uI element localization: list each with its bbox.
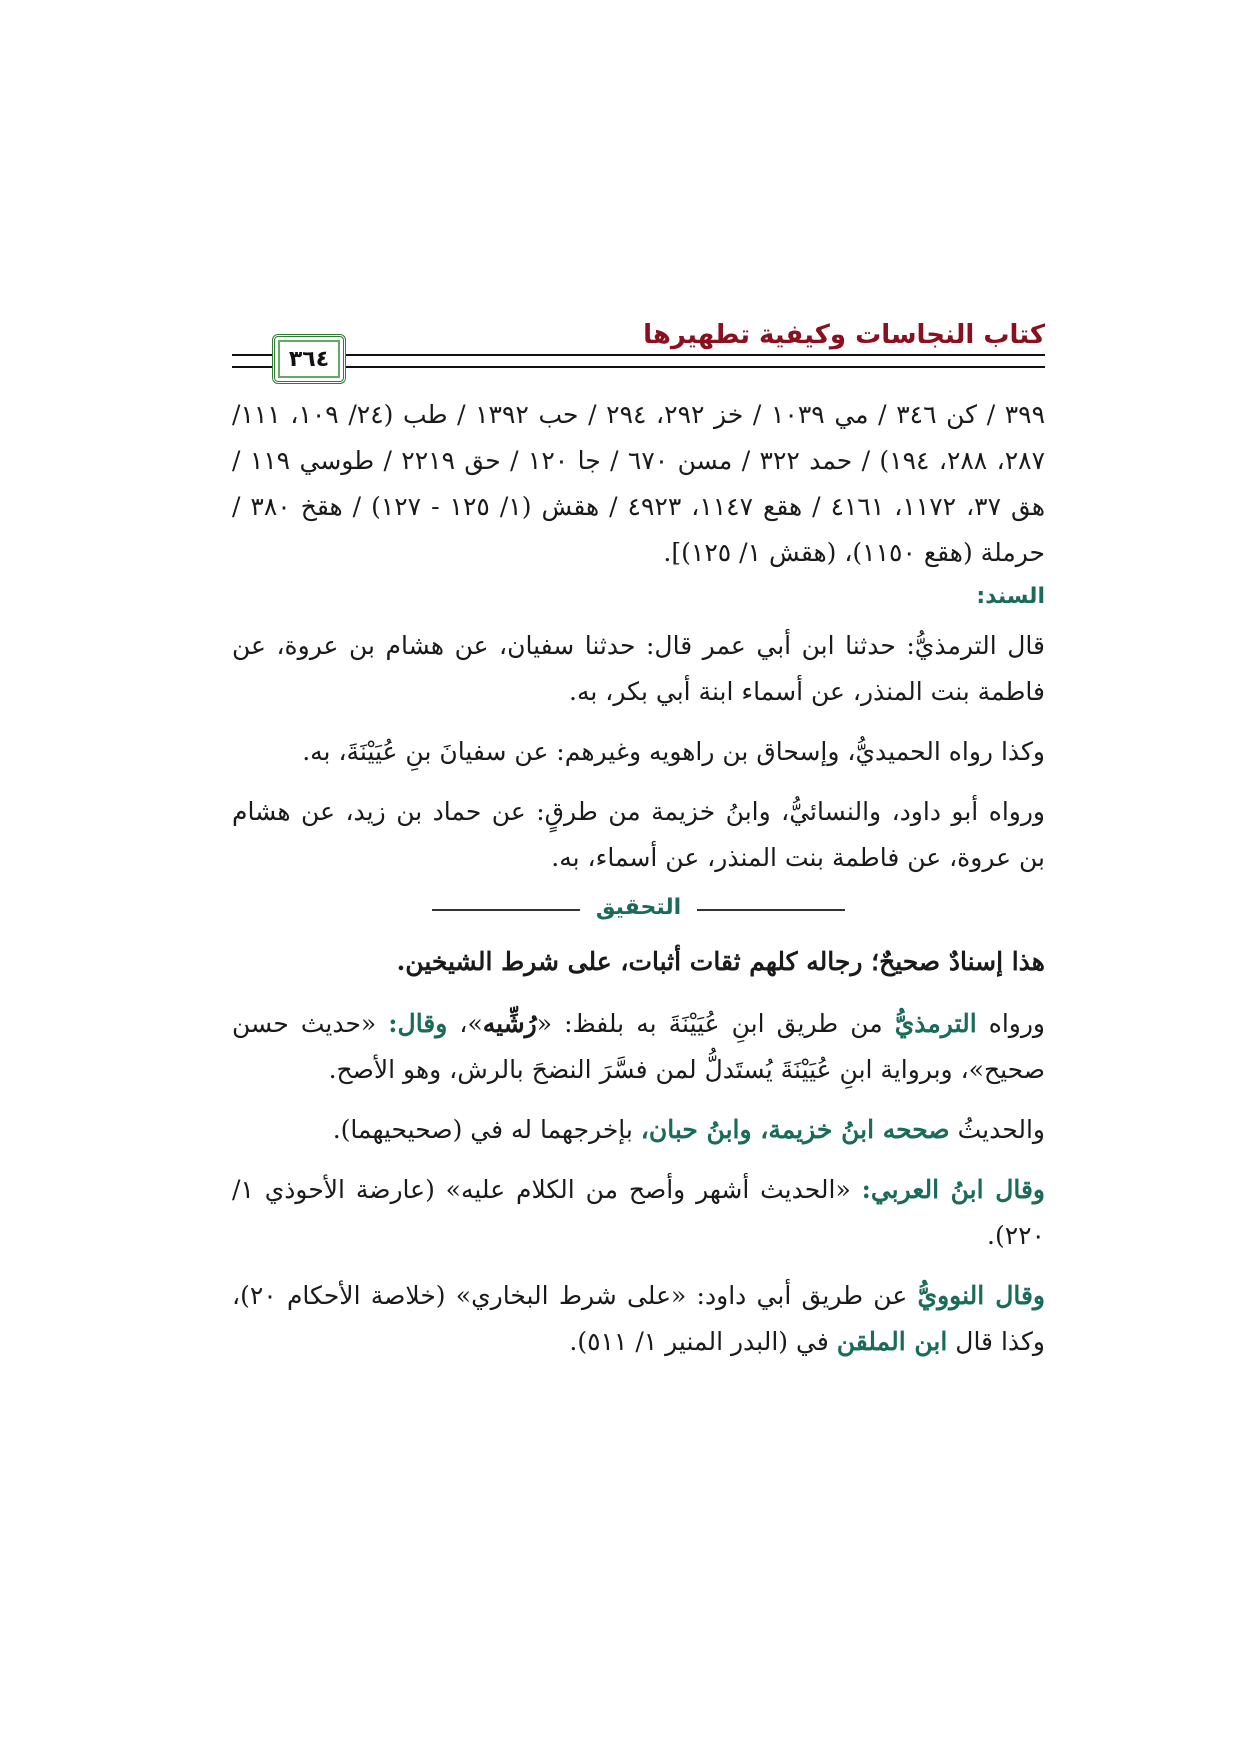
text: عن طريق أبي داود: «على شرط البخاري» (خلاصة الأحكام ٢٠)، وكذا قال (232, 1281, 1045, 1356)
header-rule (232, 354, 1045, 368)
sanad-paragraph-3: ورواه أبو داود، والنسائيُّ، وابنُ خزيمة من طرقٍ: عن حماد بن زيد، عن هشام بن عروة، عن فاطمة بنت المنذر، عن أسماء، به. (232, 797, 1045, 872)
verdict-line: هذا إسنادٌ صحيحٌ؛ رجاله كلهم ثقات أثبات، على شرط الشيخين. (396, 947, 1045, 976)
sanad-paragraph-2: وكذا رواه الحميديُّ، وإسحاق بن راهويه وغيرهم: عن سفيانَ بنِ عُيَيْنَةَ، به. (302, 737, 1045, 766)
text: من طريق ابنِ عُيَيْنَةَ به بلفظ: « (536, 1009, 895, 1038)
said-label: وقال: (388, 1009, 448, 1038)
name-ibn-arabi: وقال ابنُ العربي: (861, 1175, 1045, 1204)
page-number: ٣٦٤ (288, 346, 330, 372)
name-ibn-mulaqqin: ابن الملقن (836, 1327, 948, 1356)
divider-line-right (695, 909, 845, 911)
text: والحديثُ (949, 1115, 1045, 1144)
sanad-heading: السند: (976, 584, 1045, 609)
text: ورواه (976, 1009, 1045, 1038)
paragraph-ibn-arabi (232, 1167, 1045, 1259)
name-tirmidhi: الترمذيُّ (894, 1009, 977, 1038)
page-number-badge (272, 334, 346, 384)
page-header (232, 300, 1045, 392)
authenticators: صححه ابنُ خزيمة، وابنُ حبان، (640, 1115, 950, 1144)
quoted-word: رُشِّيه (482, 1009, 537, 1038)
paragraph-sahih (232, 1107, 1045, 1153)
text: »، (447, 1009, 483, 1038)
divider-line-left (432, 909, 582, 911)
text: «حديث حسن صحيح»، وبرواية ابنِ عُيَيْنَةَ يُستَدلُّ لمن فسَّرَ النضحَ بالرش، وهو الأصح. (232, 1009, 1045, 1084)
paragraph-nawawi (232, 1273, 1045, 1365)
text: بإخرجهما له في (صحيحيهما). (332, 1115, 641, 1144)
sanad-paragraph-1: قال الترمذيُّ: حدثنا ابن أبي عمر قال: حدثنا سفيان، عن هشام بن عروة، عن فاطمة بنت المنذر، عن أسماء ابنة أبي بكر، به. (232, 631, 1045, 706)
tahqiq-divider (232, 895, 1045, 925)
name-nawawi: وقال النوويُّ (917, 1281, 1046, 1310)
page-content (232, 300, 1045, 1379)
book-title: كتاب النجاسات وكيفية تطهيرها (643, 320, 1045, 350)
paragraph-tirmidhi (232, 1001, 1045, 1093)
tahqiq-heading: التحقيق (580, 895, 697, 920)
text: في (البدر المنير ١/ ٥١١). (569, 1327, 837, 1356)
text: «الحديث أشهر وأصح من الكلام عليه» (عارضة الأحوذي ١/ ٢٢٠). (232, 1175, 1045, 1250)
references-block: ٣٩٩ / كن ٣٤٦ / مي ١٠٣٩ / خز ٢٩٢، ٢٩٤ / حب ١٣٩٢ / طب (٢٤/ ١٠٩، ١١١/ ٢٨٧، ٢٨٨، ١٩٤) / حمد ٣٢٢ / مسن ٦٧٠ / جا ١٢٠ / حق ٢٢١٩ / طوسي ١١٩ / هق ٣٧، ١١٧٢، ٤١٦١ / هقع ١١٤٧، ٤٩٢٣ / هقش (١/ ١٢٥ - ١٢٧) / هقخ ٣٨٠ / حرملة (هقع ١١٥٠)، (هقش ١/ ١٢٥)]. (232, 400, 1046, 567)
